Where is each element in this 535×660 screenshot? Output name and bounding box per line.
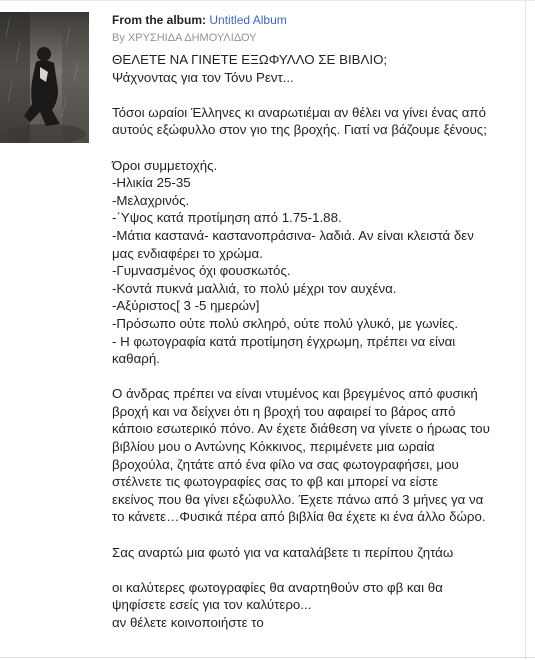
caption-line: κάποιο εσωτερικό πόνο. Αν έχετε διάθεση να γίνετε ο ήρωας του <box>112 421 490 437</box>
bottom-divider <box>0 657 535 658</box>
caption-line: βιβλίου μου ο Αντώνης Κόκκινος, περιμένετε μια ωραία <box>112 439 435 455</box>
caption-line: - Η φωτογραφία κατά προτίμηση έγχρωμη, πρέπει να είναι <box>112 333 456 349</box>
caption-line: Ο άνδρας πρέπει να είναι ντυμένος και βρεγμένος από φυσική <box>112 386 478 402</box>
by-label: By <box>112 32 125 44</box>
caption-line: στέλνετε τις φωτογραφίες σας το φβ και μπορεί να είστε <box>112 474 438 490</box>
caption-line: καθαρή. <box>112 351 160 367</box>
caption-line <box>112 368 517 386</box>
album-info <box>112 12 517 28</box>
caption-line: Σας αναρτώ μια φωτό για να καταλάβετε τι περίπου ζητάω <box>112 544 454 560</box>
kneeling-man-in-rain-photo <box>0 12 89 143</box>
caption-line: Όροι συμμετοχής. <box>112 157 218 173</box>
caption-line: Ψάχνοντας για τον Τόνυ Ρεντ... <box>112 69 294 85</box>
caption-line <box>112 139 517 157</box>
caption-line: βροχούλα, ζητάτε από ένα φίλο να σας φωτογραφήσει, μου <box>112 456 459 472</box>
caption-line: Τόσοι ωραίοι Έλληνες κι αναρωτιέμαι αν θέλει να γίνει ένας από <box>112 104 487 120</box>
caption-line: -Πρόσωπο ούτε πολύ σκληρό, ούτε πολύ γλυκό, με γωνίες. <box>112 315 459 331</box>
post-body <box>112 12 517 632</box>
caption-line <box>112 526 517 544</box>
from-album-label: From the album: <box>112 13 207 27</box>
caption-line: -Μάτια καστανά- καστανοπράσινα- λαδιά. Αν είναι κλειστά δεν <box>112 227 474 243</box>
album-photo-thumbnail[interactable] <box>0 12 89 143</box>
author-info <box>112 31 517 46</box>
caption-line: -Αξύριστος[ 3 -5 ημερών] <box>112 298 260 314</box>
caption-line: -Κοντά πυκνά μαλλιά, το πολύ μέχρι τον αυχένα. <box>112 280 397 296</box>
caption-line: -Ηλικία 25-35 <box>112 175 191 191</box>
caption-line: αυτούς εξώφυλλο στον γιο της βροχής. Γιατί να βάζουμε ξένους; <box>112 122 487 138</box>
top-divider <box>0 0 535 1</box>
caption-line: οι καλύτερες φωτογραφίες θα αναρτηθούν στο φβ και θα <box>112 579 443 595</box>
caption-line: αν θέλετε κοινοποιήστε το <box>112 615 264 630</box>
caption-line: -Μελαχρινός. <box>112 192 190 208</box>
caption-line: ΘΕΛΕΤΕ ΝΑ ΓΙΝΕΤΕ ΕΞΩΦΥΛΛΟ ΣΕ ΒΙΒΛΙΟ; <box>112 52 388 67</box>
caption-line <box>112 561 517 579</box>
album-name-link[interactable]: Untitled Album <box>209 13 287 27</box>
caption-line: ψηφίσετε εσείς για τον καλύτερο... <box>112 597 312 613</box>
caption-line: εκείνος που θα γίνει εξώφυλλο. Έχετε πάνω από 3 μήνες γα να <box>112 491 484 507</box>
right-divider <box>525 0 526 660</box>
author-name-link[interactable]: ΧΡΥΣΗΙΔΑ ΔΗΜΟΥΛΙΔΟΥ <box>127 32 257 44</box>
caption-line: βροχή και να δείχνει ότι η βροχή του αφαιρεί το βάρος από <box>112 403 456 419</box>
caption-line <box>112 86 517 104</box>
caption-line: -΄Υψος κατά προτίμηση από 1.75-1.88. <box>112 210 342 226</box>
photo-caption <box>112 51 517 632</box>
caption-line: το κάνετε…Φυσικά πέρα από βιβλία θα έχετε κι ένα άλλο δώρο. <box>112 509 486 525</box>
caption-line: μας ενδιαφέρει το χρώμα. <box>112 245 263 261</box>
caption-line: -Γυμνασμένος όχι φουσκωτός. <box>112 263 291 279</box>
